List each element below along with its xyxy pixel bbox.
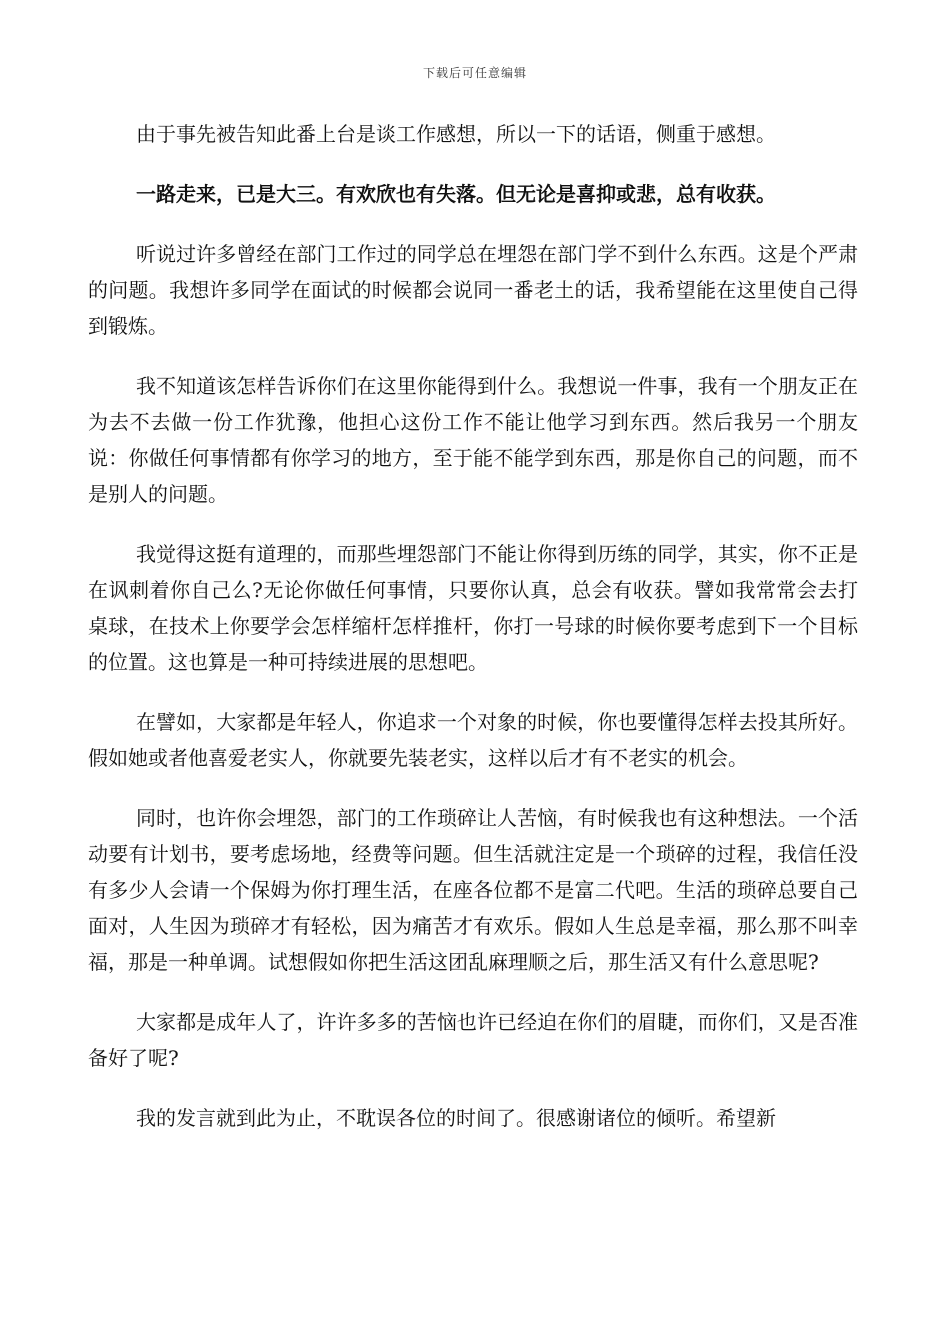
paragraph: 同时，也许你会埋怨，部门的工作琐碎让人苦恼，有时候我也有这种想法。一个活动要有计划书，要考虑场地，经费等问题。但生活就注定是一个琐碎的过程，我信任没有多少人会请一个保姆为你打理生活，在座各位都不是富二代吧。生活的琐碎总要自己面对，人生因为琐碎才有轻松，因为痛苦才有欢乐。假如人生总是幸福，那么那不叫幸福，那是一种单调。试想假如你把生活这团乱麻理顺之后，那生活又有什么意思呢? [88, 806, 858, 974]
paragraph-bold-statement: 一路走来，已是大三。有欢欣也有失落。但无论是喜抑或悲，总有收获。 [136, 182, 776, 206]
paragraph-closing: 我的发言就到此为止，不耽误各位的时间了。很感谢诸位的倾听。希望新 [136, 1106, 776, 1130]
page-header: 下载后可任意编辑 [422, 66, 527, 80]
paragraph: 我觉得这挺有道理的，而那些埋怨部门不能让你得到历练的同学，其实，你不正是在讽刺着你自己么?无论你做任何事情，只要你认真，总会有收获。譬如我常常会去打桌球，在技术上你要学会怎样缩杆怎样推杆，你打一号球的时候你要考虑到下一个目标的位置。这也算是一种可持续进展的思想吧。 [88, 542, 858, 674]
paragraph: 听说过许多曾经在部门工作过的同学总在埋怨在部门学不到什么东西。这是个严肃的问题。我想许多同学在面试的时候都会说同一番老土的话，我希望能在这里使自己得到锻炼。 [88, 242, 858, 338]
paragraph: 我不知道该怎样告诉你们在这里你能得到什么。我想说一件事，我有一个朋友正在为去不去做一份工作犹豫，他担心这份工作不能让他学习到东西。然后我另一个朋友说：你做任何事情都有你学习的地方，至于能不能学到东西，那是你自己的问题，而不是别人的问题。 [88, 374, 858, 506]
paragraph-intro: 由于事先被告知此番上台是谈工作感想，所以一下的话语，侧重于感想。 [136, 122, 776, 146]
document-body [88, 116, 858, 1160]
paragraph: 在譬如，大家都是年轻人，你追求一个对象的时候，你也要懂得怎样去投其所好。假如她或者他喜爱老实人，你就要先装老实，这样以后才有不老实的机会。 [88, 710, 858, 770]
paragraph: 大家都是成年人了，许许多多的苦恼也许已经迫在你们的眉睫，而你们，又是否准备好了呢? [88, 1010, 858, 1070]
